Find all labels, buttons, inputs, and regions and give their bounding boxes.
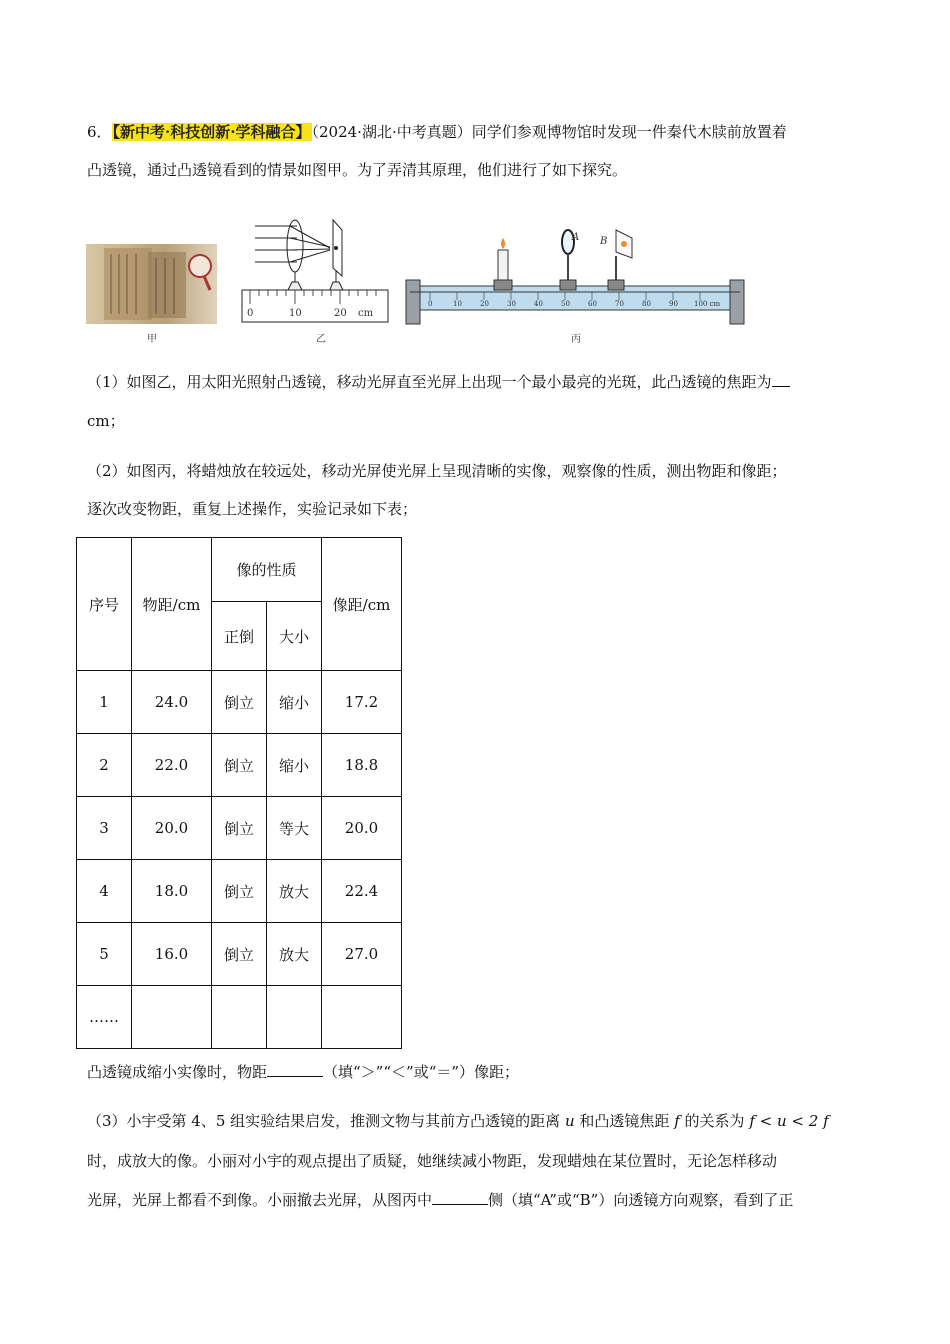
cell-index: 3 (77, 797, 132, 860)
label-a: A (572, 232, 580, 243)
comparison-text-before: 凸透镜成缩小实像时，物距 (87, 1063, 268, 1081)
yi-tick-unit: cm (358, 308, 374, 319)
part2-line-1: （2）如图丙，将蜡烛放在较远处，移动光屏使光屏上呈现清晰的实像，观察像的性质，测出物距和像距； (87, 462, 787, 480)
bing-tick-40: 40 (534, 300, 543, 308)
comparison-text-after: （填“＞”“＜”或“＝”）像距； (323, 1063, 520, 1081)
header-image-distance: 像距/cm (322, 538, 402, 671)
cell-index: 4 (77, 860, 132, 923)
table-row (77, 986, 402, 1049)
cell-v: 22.4 (322, 860, 402, 923)
comparison-line (87, 1062, 519, 1082)
bing-tick-30: 30 (507, 300, 516, 308)
bing-tick-80: 80 (642, 300, 651, 308)
bing-tick-20: 20 (480, 300, 489, 308)
bing-tick-60: 60 (588, 300, 597, 308)
question-line-2: 凸透镜，通过凸透镜看到的情景如图甲。为了弄清其原理，他们进行了如下探究。 (87, 161, 628, 179)
part1-line-1 (87, 372, 790, 392)
cell-u: 20.0 (132, 797, 212, 860)
part3-text-a: （3）小宇受第 4、5 组实验结果启发，推测文物与其前方凸透镜的距离 (87, 1112, 561, 1130)
comparison-answer-blank[interactable] (267, 1062, 323, 1077)
table-row (77, 860, 402, 923)
question-line-1 (87, 122, 787, 142)
wooden-slip-image (86, 244, 217, 324)
header-image-nature: 像的性质 (212, 538, 322, 602)
side-answer-blank[interactable] (432, 1190, 488, 1205)
cell-orient: 倒立 (212, 671, 267, 734)
header-index: 序号 (77, 538, 132, 671)
cell-index: 1 (77, 671, 132, 734)
yi-tick-0: 0 (247, 308, 254, 319)
cell-empty (132, 986, 212, 1049)
part1-answer-blank[interactable] (772, 372, 790, 387)
cell-v: 17.2 (322, 671, 402, 734)
cell-size: 缩小 (267, 671, 322, 734)
cell-orient: 倒立 (212, 923, 267, 986)
figure-yi-caption: 乙 (316, 334, 326, 345)
cell-index: 5 (77, 923, 132, 986)
header-size: 大小 (267, 602, 322, 671)
bing-tick-100: 100 cm (694, 300, 721, 308)
yi-tick-10: 10 (289, 308, 302, 319)
label-b: B (600, 236, 608, 247)
cell-size: 等大 (267, 797, 322, 860)
bing-tick-0: 0 (428, 300, 433, 308)
cell-empty (322, 986, 402, 1049)
cell-size: 放大 (267, 860, 322, 923)
cell-empty (267, 986, 322, 1049)
part1-line-2: cm； (87, 412, 125, 430)
experiment-table (76, 537, 402, 1049)
question-intro-1: 同学们参观博物馆时发现一件秦代木牍前放置着 (471, 123, 787, 141)
cell-orient: 倒立 (212, 860, 267, 923)
yi-tick-20: 20 (334, 308, 347, 319)
cell-u: 22.0 (132, 734, 212, 797)
question-number: 6． (87, 123, 112, 141)
figure-yi-diagram (240, 210, 400, 325)
cell-empty (212, 986, 267, 1049)
question-tag: 【新中考·科技创新·学科融合】 (112, 123, 311, 141)
wooden-slip-photo (86, 244, 217, 324)
inequality: f < u < 2 f (749, 1112, 829, 1130)
cell-ellipsis: …… (77, 986, 132, 1049)
part3-text-b: 和凸透镜焦距 (579, 1112, 670, 1130)
cell-size: 缩小 (267, 734, 322, 797)
cell-v: 20.0 (322, 797, 402, 860)
cell-v: 18.8 (322, 734, 402, 797)
cell-v: 27.0 (322, 923, 402, 986)
bing-tick-70: 70 (615, 300, 624, 308)
cell-orient: 倒立 (212, 797, 267, 860)
cell-u: 16.0 (132, 923, 212, 986)
cell-u: 18.0 (132, 860, 212, 923)
cell-u: 24.0 (132, 671, 212, 734)
part3-text-3b: 侧（填“A”或“B”）向透镜方向观察，看到了正 (488, 1191, 794, 1209)
cell-orient: 倒立 (212, 734, 267, 797)
bing-tick-10: 10 (453, 300, 462, 308)
part3-line-1 (87, 1111, 829, 1131)
var-u: u (564, 1112, 575, 1130)
part2-line-2: 逐次改变物距，重复上述操作，实验记录如下表； (87, 500, 418, 518)
table-row (77, 671, 402, 734)
table-row (77, 797, 402, 860)
bing-tick-50: 50 (561, 300, 570, 308)
header-orientation: 正倒 (212, 602, 267, 671)
part3-text-3a: 光屏，光屏上都看不到像。小丽撤去光屏，从图丙中 (87, 1191, 433, 1209)
cell-index: 2 (77, 734, 132, 797)
part3-text-c: 的关系为 (684, 1112, 745, 1130)
question-source: （2024·湖北·中考真题） (311, 123, 472, 141)
cell-size: 放大 (267, 923, 322, 986)
var-f: f (674, 1112, 680, 1130)
part1-text: （1）如图乙，用太阳光照射凸透镜，移动光屏直至光屏上出现一个最小最亮的光斑，此凸透镜的焦距为 (87, 373, 772, 391)
table-row (77, 734, 402, 797)
part3-line-2: 时，成放大的像。小丽对小宇的观点提出了质疑，她继续减小物距，发现蜡烛在某位置时，无论怎样移动 (87, 1152, 778, 1170)
figure-bing-caption: 丙 (571, 334, 581, 345)
bing-tick-90: 90 (669, 300, 678, 308)
table-row (77, 923, 402, 986)
part3-line-3 (87, 1190, 793, 1210)
figure-jia-caption: 甲 (147, 334, 157, 345)
header-object-distance: 物距/cm (132, 538, 212, 671)
